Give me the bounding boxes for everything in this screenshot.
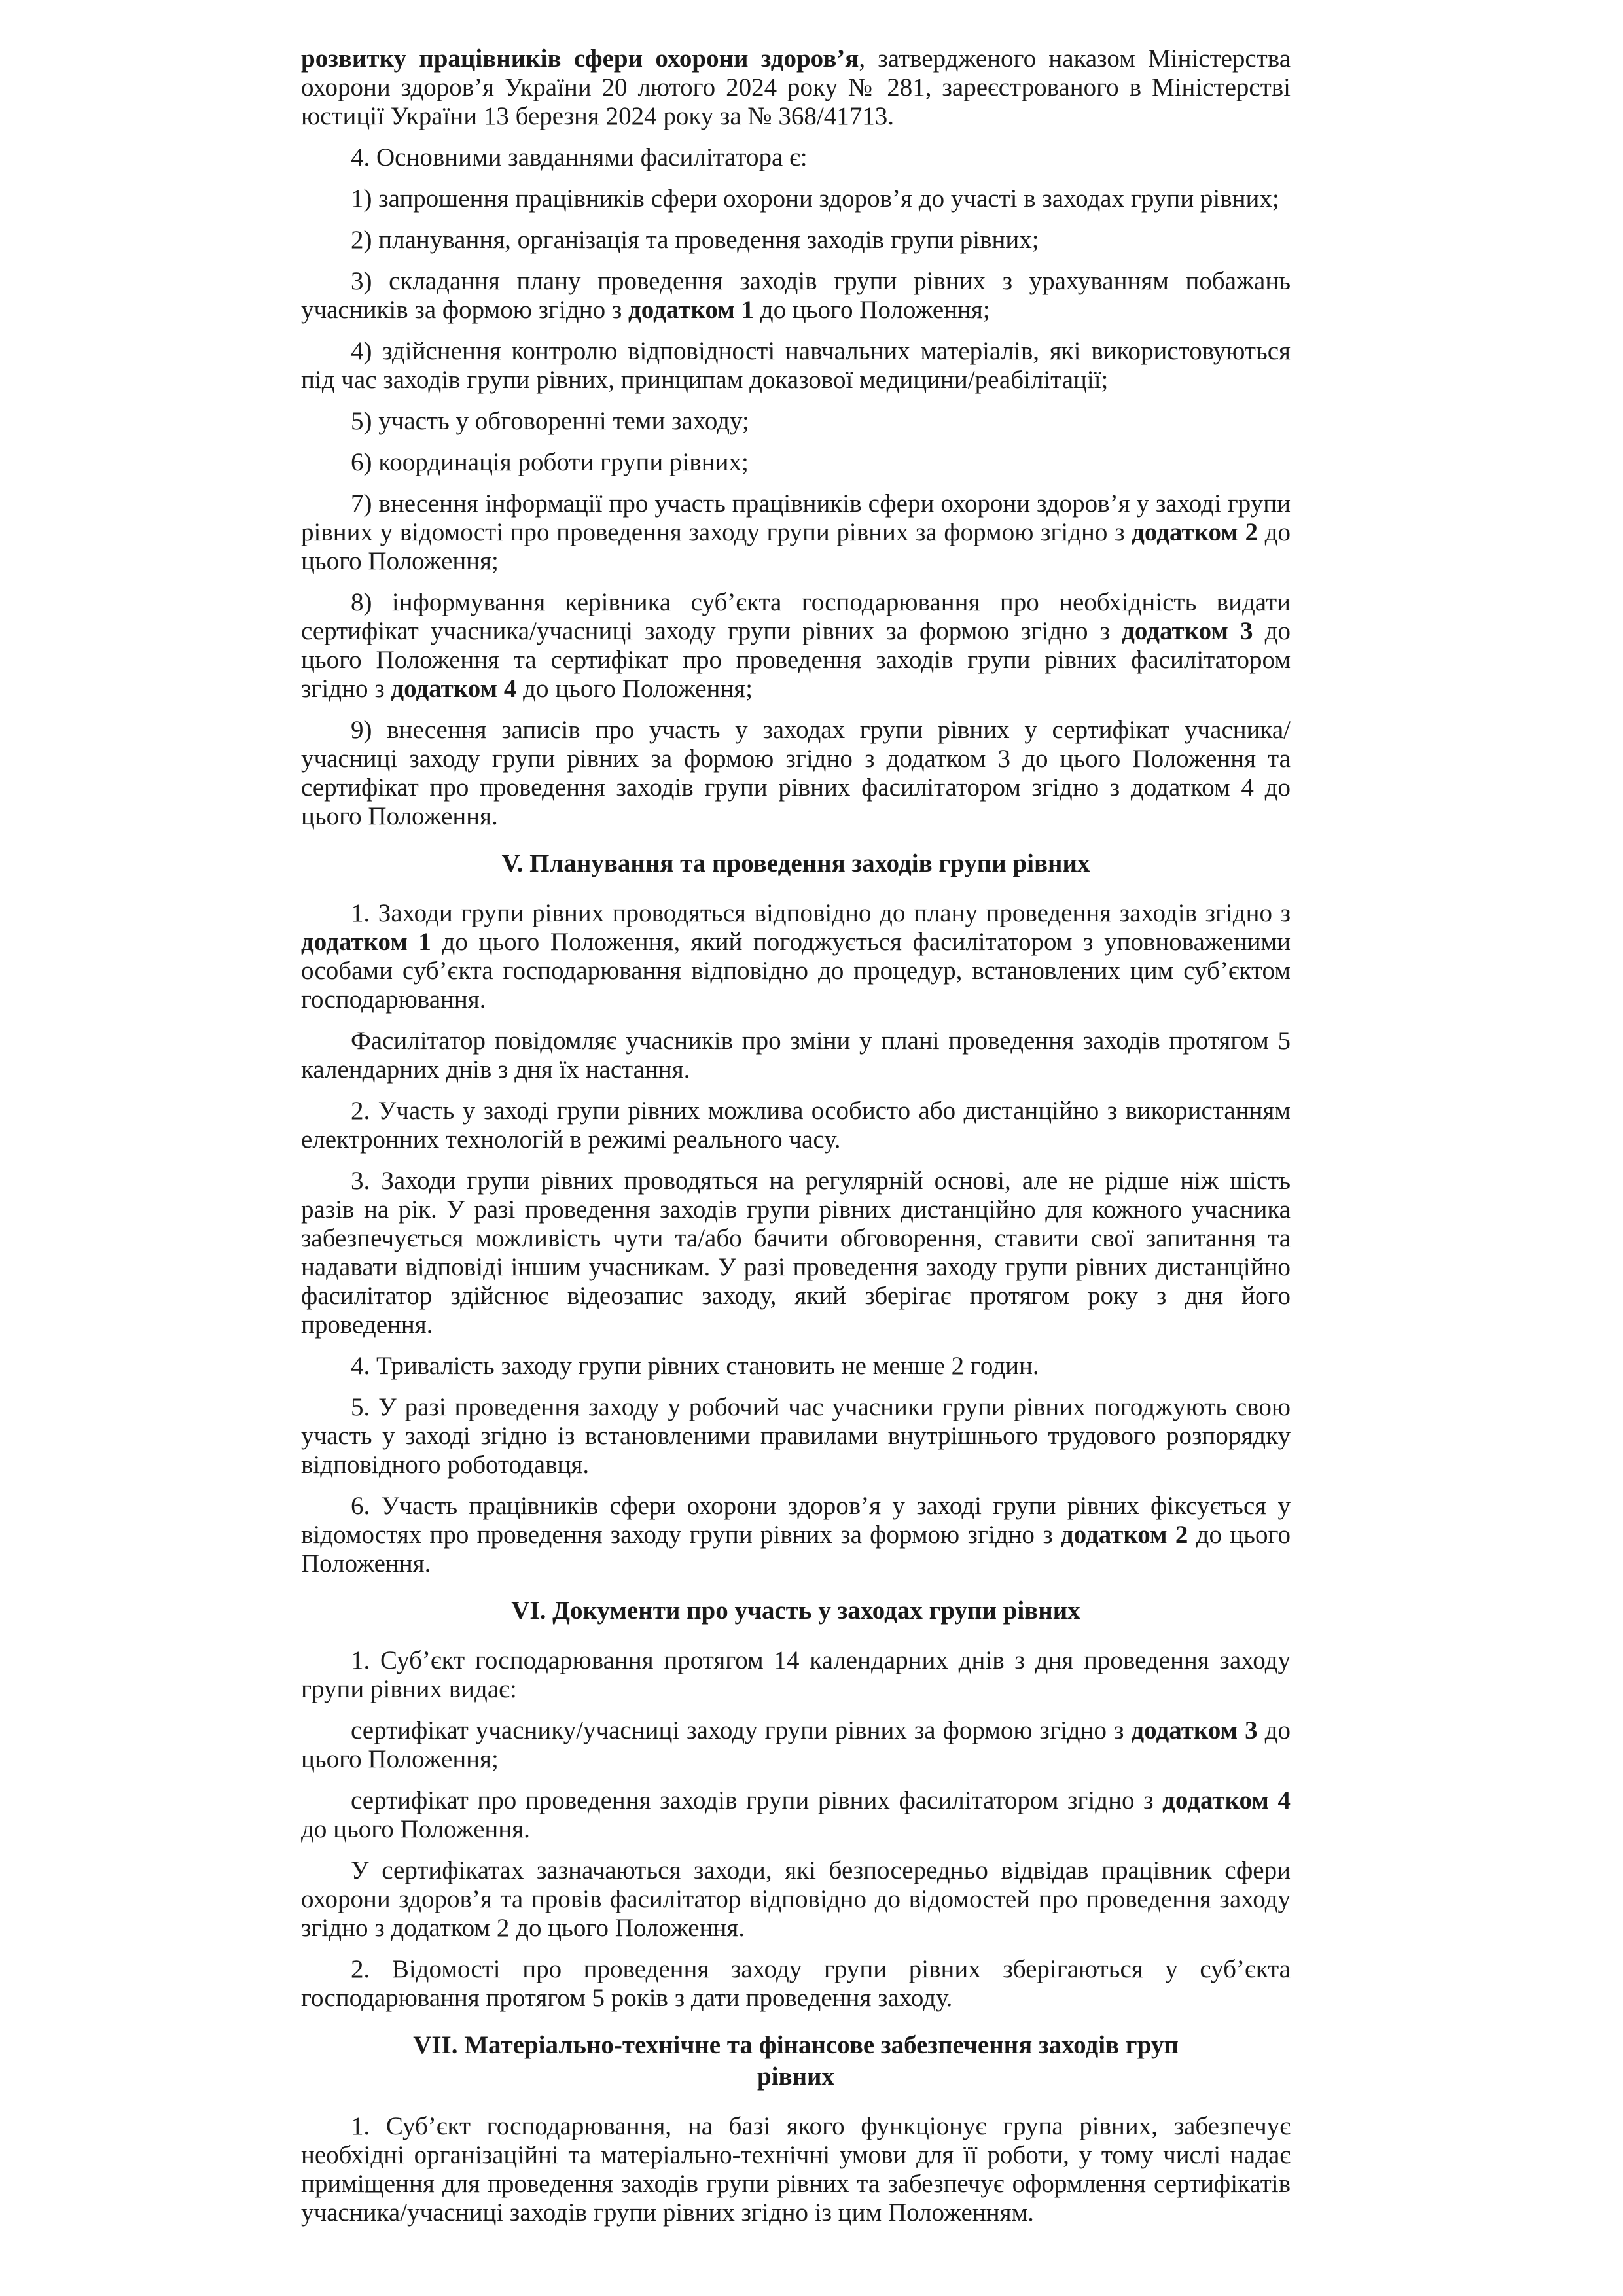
paragraph <box>301 899 1291 1014</box>
paragraph <box>301 489 1291 576</box>
text-run: 4) здійснення контролю відповідності навчальних матеріалів, які використовуються під час заходів групи рівних, принципам доказової медицини/реабілітації; <box>301 337 1291 394</box>
paragraph <box>301 1716 1291 1774</box>
bold-text-run: додатком 1 <box>628 296 755 324</box>
section-heading-text: рівних <box>757 2062 835 2091</box>
paragraph <box>301 337 1291 395</box>
bold-text-run: додатком 3 <box>1122 617 1253 645</box>
text-run: до цього Положення; <box>754 296 990 324</box>
paragraph <box>301 1167 1291 1339</box>
text-run: 1. Заходи групи рівних проводяться відповідно до плану проведення заходів згідно з <box>351 899 1291 927</box>
paragraph <box>301 1955 1291 2013</box>
section-heading-text: VII. Матеріально-технічне та фінансове забезпечення заходів груп <box>413 2031 1179 2059</box>
text-run: до цього Положення; <box>301 1716 1291 1773</box>
section-heading <box>301 1595 1291 1627</box>
bold-text-run: розвитку працівників сфери охорони здоров’я <box>301 44 859 73</box>
paragraph <box>301 1393 1291 1479</box>
text-run: 2. Участь у заході групи рівних можлива особисто або дистанційно з використанням електронних технологій в режимі реального часу. <box>301 1097 1291 1154</box>
document-content <box>301 44 1291 2240</box>
text-run: Фасилітатор повідомляє учасників про зміни у плані проведення заходів протягом 5 календарних днів з дня їх настання. <box>301 1027 1291 1084</box>
text-run: 5) участь у обговоренні теми заходу; <box>351 407 749 435</box>
paragraph <box>301 185 1291 213</box>
bold-text-run: додатком 3 <box>1131 1716 1258 1744</box>
section-heading <box>301 2030 1291 2093</box>
text-run: до цього Положення, який погоджується фасилітатором з уповноваженими особами суб’єкта господарювання відповідно до процедур, встановлених цим суб’єктом господарювання. <box>301 928 1291 1014</box>
bold-text-run: додатком 2 <box>1132 518 1258 546</box>
paragraph <box>301 407 1291 436</box>
section-heading-text: VI. Документи про участь у заходах групи рівних <box>511 1597 1080 1625</box>
text-run: до цього Положення та сертифікат про проведення заходів групи рівних фасилітатором згідно з <box>301 617 1291 703</box>
section-heading-text: V. Планування та проведення заходів групи рівних <box>501 849 1090 877</box>
text-run: 4. Основними завданнями фасилітатора є: <box>351 143 808 171</box>
text-run: до цього Положення. <box>301 1815 530 1843</box>
paragraph <box>301 226 1291 255</box>
text-run: 2. Відомості про проведення заходу групи рівних зберігаються у суб’єкта господарювання протягом 5 років з дати проведення заходу. <box>301 1955 1291 2012</box>
text-run: до цього Положення. <box>301 1521 1291 1578</box>
paragraph <box>301 1856 1291 1943</box>
text-run: 3) складання плану проведення заходів групи рівних з урахуванням побажань учасників за формою згідно з <box>301 267 1291 324</box>
text-run: 8) інформування керівника суб’єкта господарювання про необхідність видати сертифікат учасника/учасниці заходу групи рівних за формою згідно з <box>301 588 1291 645</box>
text-run: 1. Суб’єкт господарювання, на базі якого функціонує група рівних, забезпечує необхідні організаційні та матеріально-технічні умови для її роботи, у тому числі надає приміщення для проведення заходів групи рівних та забезпечує оформлення сертифікатів учасника/учасниці заходів групи рівних згідно із цим Положенням. <box>301 2112 1291 2227</box>
text-run: до цього Положення; <box>301 518 1291 575</box>
text-run: 7) внесення інформації про участь працівників сфери охорони здоров’я у заході групи рівних у відомості про проведення заходу групи рівних за формою згідно з <box>301 489 1291 546</box>
paragraph <box>301 1492 1291 1578</box>
paragraph <box>301 588 1291 703</box>
bold-text-run: додатком 1 <box>301 928 431 956</box>
paragraph <box>301 716 1291 831</box>
bold-text-run: додатком 4 <box>391 675 517 703</box>
text-run: 3. Заходи групи рівних проводяться на регулярній основі, але не рідше ніж шість разів на рік. У разі проведення заходів групи рівних дистанційно для кожного учасника забезпечується можливість чути та/або бачити обговорення, ставити свої запитання та надавати відповіді іншим учасникам. У разі проведення заходу групи рівних дистанційно фасилітатор здійснює відеозапис заходу, який зберігає протягом року з дня його проведення. <box>301 1167 1291 1339</box>
paragraph <box>301 267 1291 325</box>
paragraph <box>301 1097 1291 1154</box>
text-run: 5. У разі проведення заходу у робочий час учасники групи рівних погоджують свою участь у заході згідно із встановленими правилами внутрішнього трудового розпорядку відповідного роботодавця. <box>301 1393 1291 1479</box>
bold-text-run: додатком 2 <box>1060 1521 1188 1549</box>
text-run: сертифікат про проведення заходів групи рівних фасилітатором згідно з <box>351 1786 1163 1814</box>
text-run: 4. Тривалість заходу групи рівних становить не менше 2 годин. <box>351 1352 1039 1380</box>
text-run: 9) внесення записів про участь у заходах групи рівних у сертифікат учасника/учасниці заходу групи рівних за формою згідно з додатком 3 до цього Положення та сертифікат про проведення заходів групи рівних фасилітатором згідно з додатком 4 до цього Положення. <box>301 716 1291 830</box>
text-run: 1. Суб’єкт господарювання протягом 14 календарних днів з дня проведення заходу групи рівних видає: <box>301 1646 1291 1703</box>
text-run: 6) координація роботи групи рівних; <box>351 448 749 476</box>
text-run: 2) планування, організація та проведення заходів групи рівних; <box>351 226 1039 254</box>
paragraph <box>301 143 1291 172</box>
section-heading <box>301 848 1291 879</box>
text-run: 6. Участь працівників сфери охорони здоров’я у заході групи рівних фіксується у відомостях про проведення заходу групи рівних за формою згідно з <box>301 1492 1291 1549</box>
paragraph <box>301 1027 1291 1084</box>
bold-text-run: додатком 4 <box>1162 1786 1291 1814</box>
text-run: сертифікат учаснику/учасниці заходу групи рівних за формою згідно з <box>351 1716 1132 1744</box>
text-run: У сертифікатах зазначаються заходи, які безпосередньо відвідав працівник сфери охорони здоров’я та провів фасилітатор відповідно до відомостей про проведення заходу згідно з додатком 2 до цього Положення. <box>301 1856 1291 1942</box>
text-run: , затвердженого наказом Міністерства охорони здоров’я України 20 лютого 2024 року № 281, зареєстрованого в Міністерстві юстиції України 13 березня 2024 року за № 368/41713. <box>301 44 1291 130</box>
text-run: до цього Положення; <box>516 675 753 703</box>
text-run: 1) запрошення працівників сфери охорони здоров’я до участі в заходах групи рівних; <box>351 185 1279 213</box>
paragraph <box>301 1352 1291 1381</box>
paragraph <box>301 448 1291 477</box>
paragraph <box>301 1786 1291 1844</box>
paragraph <box>301 44 1291 131</box>
paragraph <box>301 1646 1291 1704</box>
paragraph <box>301 2112 1291 2227</box>
